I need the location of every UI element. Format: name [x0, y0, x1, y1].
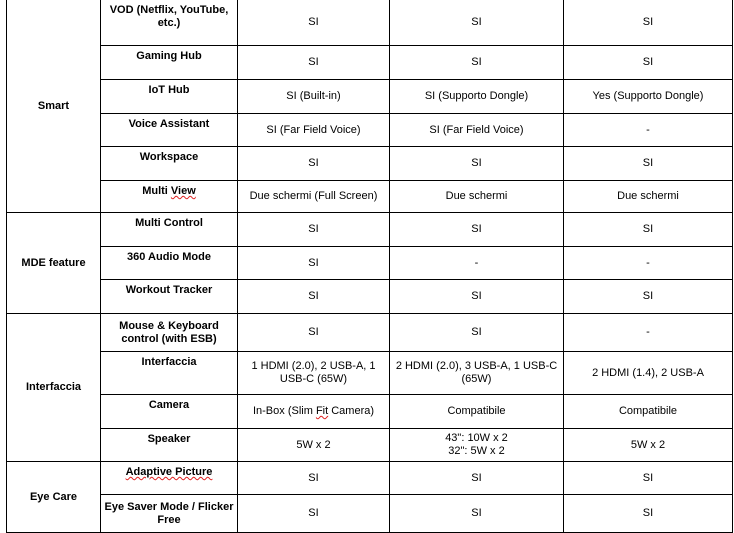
value-cell: SI — [564, 0, 733, 46]
value-cell: SI — [390, 0, 564, 46]
value-misspelled-word: Fit — [315, 405, 329, 417]
feature-label-misspelled-word: View — [170, 185, 196, 197]
group-label-interfaccia: Interfaccia — [7, 314, 101, 462]
table-row — [7, 395, 733, 429]
value-cell: SI (Far Field Voice) — [238, 114, 390, 147]
value-cell: SI — [390, 213, 564, 247]
value-cell: SI — [390, 314, 564, 352]
value-cell: Due schermi — [390, 181, 564, 213]
value-cell: SI — [564, 495, 733, 533]
feature-label: Voice Assistant — [101, 114, 238, 147]
value-cell: Compatibile — [564, 395, 733, 429]
feature-label: Mouse & Keyboard control (with ESB) — [101, 314, 238, 352]
value-cell: - — [564, 114, 733, 147]
feature-label: Gaming Hub — [101, 46, 238, 80]
value-cell: Compatibile — [390, 395, 564, 429]
feature-label: Camera — [101, 395, 238, 429]
value-cell: SI — [238, 462, 390, 495]
feature-label-misspelled-word: Adaptive Picture — [125, 466, 213, 478]
value-cell: 2 HDMI (2.0), 3 USB-A, 1 USB-C (65W) — [390, 352, 564, 395]
value-cell: 5W x 2 — [564, 429, 733, 462]
value-cell: SI — [564, 280, 733, 314]
table-row — [7, 462, 733, 495]
value-cell: - — [390, 247, 564, 280]
value-cell: SI — [564, 213, 733, 247]
value-cell: - — [564, 314, 733, 352]
value-cell: SI — [238, 314, 390, 352]
value-cell: SI — [238, 213, 390, 247]
feature-label-part: Multi — [142, 185, 171, 197]
value-cell: 1 HDMI (2.0), 2 USB-A, 1 USB-C (65W) — [238, 352, 390, 395]
feature-label: IoT Hub — [101, 80, 238, 114]
value-line: 43": 10W x 2 — [445, 432, 508, 444]
value-cell: - — [564, 247, 733, 280]
value-cell: SI (Supporto Dongle) — [390, 80, 564, 114]
value-cell: SI (Built-in) — [238, 80, 390, 114]
feature-label: Workout Tracker — [101, 280, 238, 314]
table-row — [7, 181, 733, 213]
value-cell: SI — [238, 247, 390, 280]
feature-label — [101, 462, 238, 495]
table-row — [7, 429, 733, 462]
value-cell: SI — [390, 147, 564, 181]
feature-label: Multi Control — [101, 213, 238, 247]
table-row — [7, 46, 733, 80]
table-row — [7, 314, 733, 352]
feature-label: VOD (Netflix, YouTube, etc.) — [101, 0, 238, 46]
value-cell: SI — [564, 462, 733, 495]
value-cell: SI — [238, 147, 390, 181]
value-cell: Yes (Supporto Dongle) — [564, 80, 733, 114]
spec-table — [6, 0, 733, 533]
feature-label: Speaker — [101, 429, 238, 462]
value-cell: SI — [238, 46, 390, 80]
table-row — [7, 247, 733, 280]
table-row — [7, 280, 733, 314]
feature-label: Eye Saver Mode / Flicker Free — [101, 495, 238, 533]
value-part: In-Box (Slim — [252, 405, 316, 417]
value-cell: SI — [390, 462, 564, 495]
feature-label: Interfaccia — [101, 352, 238, 395]
value-part: Camera) — [328, 405, 375, 417]
value-cell: SI — [564, 147, 733, 181]
table-row — [7, 147, 733, 181]
value-cell: SI — [238, 0, 390, 46]
table-row — [7, 213, 733, 247]
value-cell: SI — [390, 495, 564, 533]
table-row — [7, 352, 733, 395]
value-cell: 2 HDMI (1.4), 2 USB-A — [564, 352, 733, 395]
value-cell: Due schermi (Full Screen) — [238, 181, 390, 213]
feature-label — [101, 181, 238, 213]
value-cell — [238, 395, 390, 429]
value-cell: 5W x 2 — [238, 429, 390, 462]
group-label-mde: MDE feature — [7, 213, 101, 314]
feature-label: Workspace — [101, 147, 238, 181]
value-cell: SI — [238, 495, 390, 533]
value-cell — [390, 429, 564, 462]
value-cell: SI (Far Field Voice) — [390, 114, 564, 147]
table-row — [7, 80, 733, 114]
value-cell: SI — [390, 280, 564, 314]
group-label-eyecare: Eye Care — [7, 462, 101, 533]
value-cell: SI — [564, 46, 733, 80]
value-line: 32": 5W x 2 — [448, 445, 505, 457]
group-label-smart: Smart — [7, 0, 101, 213]
table-row — [7, 114, 733, 147]
table-row — [7, 0, 733, 46]
feature-label: 360 Audio Mode — [101, 247, 238, 280]
table-row — [7, 495, 733, 533]
value-cell: SI — [238, 280, 390, 314]
value-cell: SI — [390, 46, 564, 80]
value-cell: Due schermi — [564, 181, 733, 213]
